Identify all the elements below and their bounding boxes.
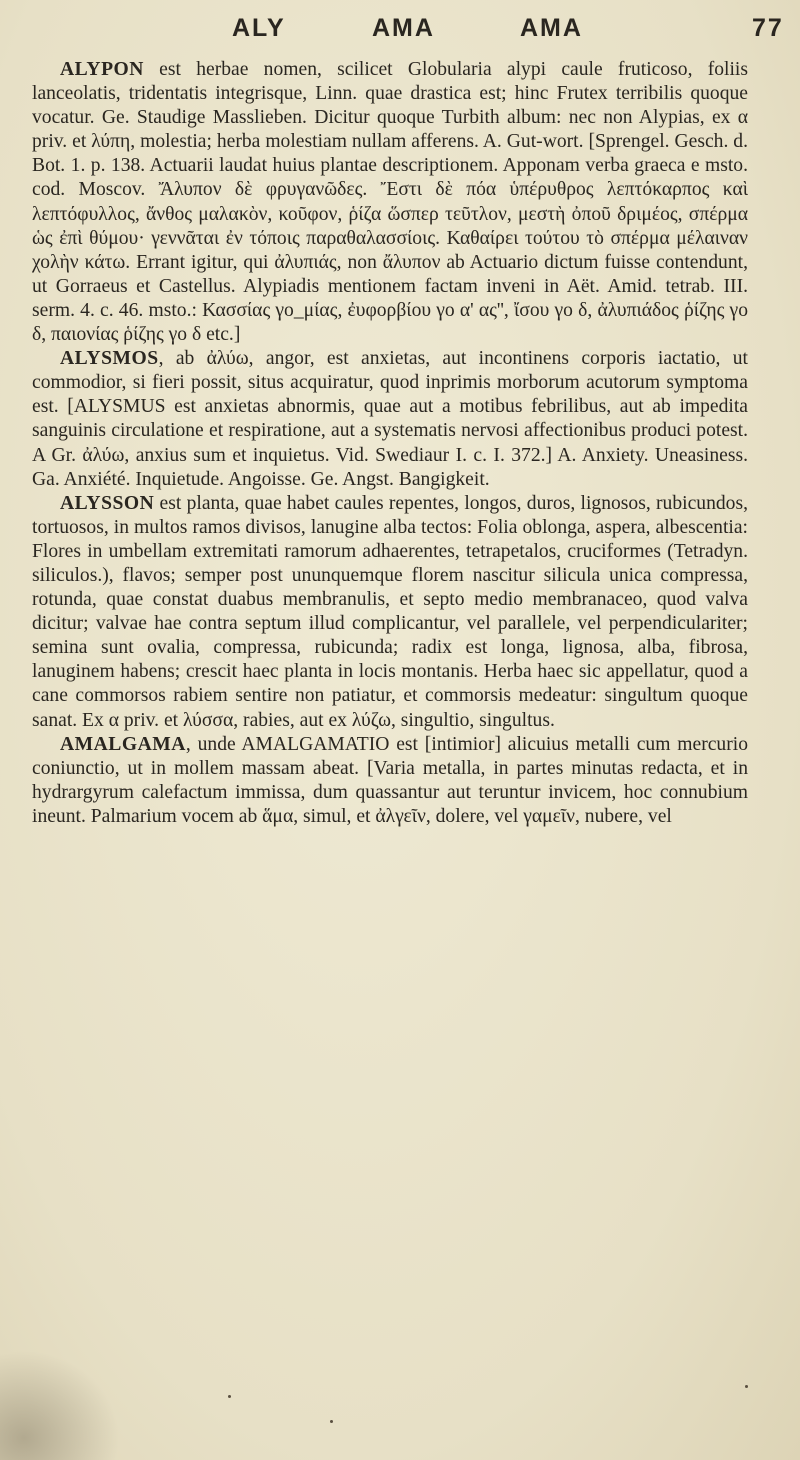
entry-headword: AMALGAMA — [60, 733, 186, 755]
paper-stain — [0, 1350, 120, 1460]
entry-alypon — [32, 58, 748, 347]
running-header — [0, 8, 800, 48]
entry-headword: ALYSMOS — [60, 348, 159, 370]
entry-text: , unde AMALGAMATIO est [intimior] alicuius metalli cum mercurio coniunctio, ut in mollem massam abeat. [Varia metalla, in partes minutas redacta, et in hydrargyrum calefactum immissa, dum quassantur aut teruntur invicem, hoc connubium ineunt. Palmarium vocem ab ἅμα, simul, et ἀλγεῖν, dolere, vel γαμεῖν, nubere, vel — [32, 733, 748, 827]
header-word-right: AMA — [520, 14, 583, 42]
page-number: 77 — [752, 14, 784, 42]
entry-text: , ab ἀλύω, angor, est anxietas, aut incontinens corporis iactatio, ut commodior, si fieri possit, situs acquiratur, quod inprimis morborum acutorum symptoma est. [ALYSMUS est anxietas abnormis, quae aut a motibus febrilibus, aut ab impedita sanguinis circulatione et respiratione, aut a systematis nervosi affectionibus produci potest. A Gr. ἀλύω, anxius sum et inquietus. Vid. Swediaur I. c. I. 372.] A. Anxiety. Uneasiness. Ga. Anxiété. Inquietude. Angoisse. Ge. Angst. Bangigkeit. — [32, 348, 748, 490]
entry-amalgama — [32, 733, 748, 829]
header-word-middle: AMA — [372, 14, 435, 42]
entry-text: est planta, quae habet caules repentes, longos, duros, lignosos, rubicundos, tortuosos, in multos ramos divisos, lanugine alba tectos: Folia oblonga, aspera, albescentia: Flores in umbellam extremitati ramorum adhaerentes, tetrapetalos, cruciformes (Tetradyn. siliculos.), flavos; semper post ununquemque florem nascitur silicula unica compressa, rotunda, quae constat duabus membranulis, et septo medio membranaceo, quod valva dicitur; valvae hae contra septum illud complicantur, vel parallele, vel perpendiculariter; semina sunt ovalia, compressa, rubicunda; radix est longa, lignosa, alba, fibrosa, lanuginem habens; crescit haec planta in locis montanis. Herba haec sic appellatur, quod a cane commorsos rabiem sentire non patiatur, et commorsis medeatur: singultum quoque sanat. Ex α priv. et λύσσα, rabies, aut ex λύζω, singultio, singultus. — [32, 492, 748, 731]
speck-mark — [228, 1395, 231, 1398]
entry-headword: ALYPON — [60, 59, 144, 80]
dictionary-body — [32, 58, 748, 829]
speck-mark — [745, 1385, 748, 1388]
entry-headword: ALYSSON — [60, 492, 155, 514]
entry-alysson — [32, 492, 748, 733]
entry-text: est herbae nomen, scilicet Globularia alypi caule fruticoso, foliis lanceolatis, tridentatis integrisque, Linn. quae drastica est; hinc Frutex terribilis quoque vocatur. Ge. Staudige Masslieben. Dicitur quoque Turbith album: nec non Alypias, ex α priv. et λύπη, molestia; herba molestiam nullam afferens. A. Gut-wort. [Sprengel. Gesch. d. Bot. 1. p. 138. Actuarii laudat huius plantae descriptionem. Apponam verba graeca e msto. cod. Moscov. Ἄλυπον δὲ φρυγανῶδες. Ἔστι δὲ πόα ὑπέρυθρος λεπτόκαρπος καὶ λεπτόφυλλος, ἄνθος μαλακὸν, κοῦφον, ῥίζα ὥσπερ τεῦτλον, μεστὴ ὀποῦ δριμέος, σπέρμα ὡς ἐπὶ θύμου· γεννᾶται ἐν τόποις παραθαλασσίοις. Καθαίρει τούτου τὸ σπέρμα μέλαιναν χολὴν κάτω. Errant igitur, qui ἀλυπιάς, non ἄλυπον ab Actuario dictum fuisse contendunt, ut Gorraeus et Castellus. Alypiadis mentionem factam inveni in Aët. Amid. tetrab. III. serm. 4. c. 46. msto.: Κασσίας γο_μίας, ἐυφορβίου γο α' ας'', ἴσου γο δ, ἀλυπιάδος ῥίζης γο δ, παιονίας ῥίζης γο δ etc.] — [32, 59, 748, 346]
entry-alysmos — [32, 347, 748, 492]
speck-mark — [330, 1420, 333, 1423]
header-word-left: ALY — [232, 14, 286, 42]
